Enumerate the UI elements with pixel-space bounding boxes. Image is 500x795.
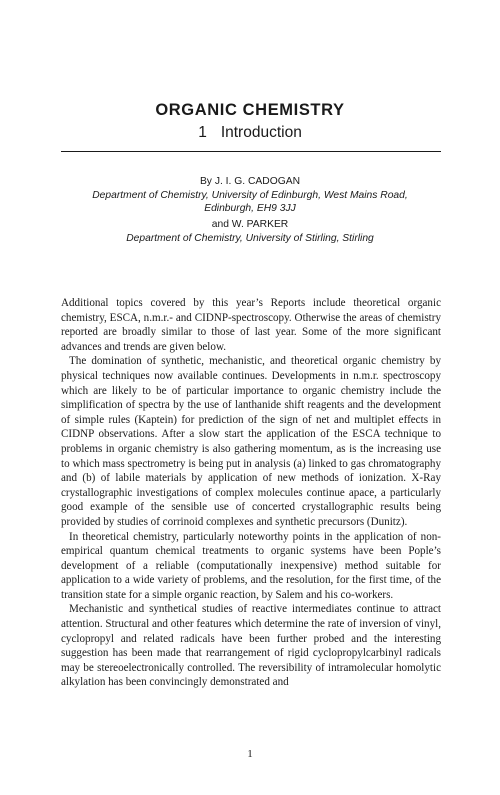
author-line-1: By J. I. G. CADOGAN bbox=[199, 176, 301, 187]
paragraph-3: In theoretical chemistry, particularly noteworthy points in the application of non-empirical quantum chemical treatments to organic systems have been Pople’s development of a reliable (computationally inexpensive) method suitable for application to a wide variety of problems, and the resolution, for the first time, of the transition state for a simple organic reaction, by Salem and his co-workers. bbox=[61, 530, 441, 601]
article-body bbox=[61, 296, 441, 690]
affiliation-1-line-1: Department of Chemistry, University of Edinburgh, West Mains Road, bbox=[92, 190, 408, 201]
page-number: 1 bbox=[247, 748, 253, 760]
chapter-title: ORGANIC CHEMISTRY bbox=[155, 101, 345, 119]
affiliation-1-line-2: Edinburgh, EH9 3JJ bbox=[204, 203, 296, 214]
paragraph-1: Additional topics covered by this year’s Reports include theoretical organic chemistry, ESCA, n.m.r.- and CIDNP-spectroscopy. Otherwise the areas of chemistry reported are broadly similar to those of last year. Some of the more significant advances and trends are given below. bbox=[61, 297, 441, 353]
chapter-number: 1 bbox=[198, 124, 207, 141]
paragraph-4: Mechanistic and synthetical studies of reactive intermediates continue to attract attention. Structural and other features which determine the rate of inversion of vinyl, cyclopropyl and related radicals have been further probed and the interesting suggestion has been made that rearrangement of rigid cyclopropylcarbinyl radicals may be stereoelectronically controlled. The reversibility of intramolecular homolytic alkylation has been convincingly demonstrated and bbox=[61, 603, 441, 689]
affiliation-2: Department of Chemistry, University of Stirling, Stirling bbox=[126, 233, 374, 244]
chapter-subtitle: Introduction bbox=[220, 124, 302, 141]
paragraph-2: The domination of synthetic, mechanistic, and theoretical organic chemistry by physical techniques now available continues. Developments in n.m.r. spectroscopy which are likely to be of particular importance to organic chemistry include the simplification of spectra by the use of lanthanide shift reagents and the development of simple rules (Kaptein) for prediction of the sign of net and multiplet effects in CIDNP observations. After a slow start the application of the ESCA technique to problems in organic chemistry is also gathering momentum, as is the increasing use to which mass spectrometry is being put in analysis (a) linked to gas chromatography and (b) of labile materials by application of new methods of ionization. X-Ray crystallographic investigations of complex molecules continue apace, a particularly good example of the sensible use of concerted crystallographic results being provided by studies of corrinoid complexes and synthetic precursors (Dunitz). bbox=[61, 355, 441, 528]
author-line-2: and W. PARKER bbox=[211, 219, 289, 230]
title-rule bbox=[61, 151, 441, 152]
chapter-heading bbox=[0, 124, 500, 142]
